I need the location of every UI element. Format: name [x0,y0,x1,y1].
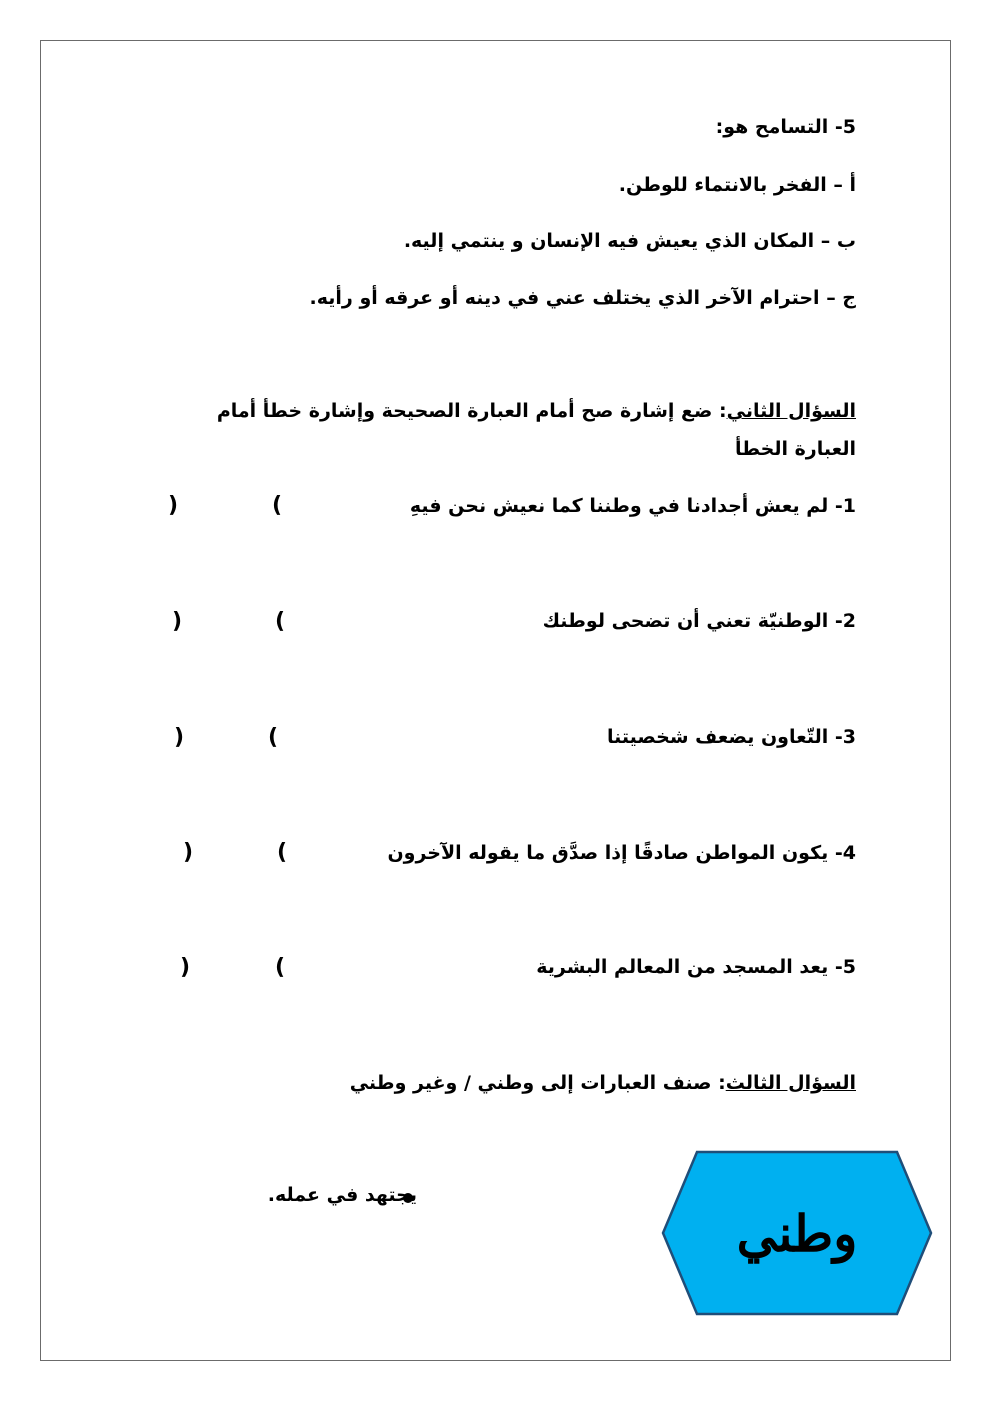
category-hexagon-label: وطني [736,1203,858,1263]
q3-label: السؤال الثالث [725,1072,856,1094]
q2-statement-2: 2- الوطنيّة تعني أن تضحى لوطنك [542,610,856,632]
q1-item5-option-c: ج – احترام الآخر الذي يختلف عني في دينه أو عرقه أو رأيه. [309,287,856,309]
q2-answer-open-4: ( [277,840,288,865]
q2-label: السؤال الثاني [726,400,856,422]
q2-answer-open-2: ( [275,609,286,634]
q3-bullet-item-1: يجتهد في عمله. [267,1184,417,1206]
q2-statement-5: 5- يعد المسجد من المعالم البشرية [536,956,856,978]
q2-answer-open-5: ( [275,955,286,980]
q2-instruction: : ضع إشارة صح أمام العبارة الصحيحة وإشارة خطأ أمام العبارة الخطأ [216,400,856,460]
q2-answer-close-5: ) [180,955,191,980]
q3-header [350,1072,856,1094]
q2-statement-1: 1- لم يعش أجدادنا في وطننا كما نعيش نحن فيهِ [409,495,856,517]
q1-item5-option-a: أ – الفخر بالانتماء للوطن. [618,174,856,196]
q2-statement-3: 3- التّعاون يضعف شخصيتنا [607,726,856,748]
q2-answer-close-1: ) [168,493,179,518]
q2-answer-close-3: ) [174,725,185,750]
q2-header [166,392,856,468]
q1-item5-option-b: ب – المكان الذي يعيش فيه الإنسان و ينتمي إليه. [403,230,856,252]
q2-answer-close-2: ) [172,609,183,634]
q3-instruction: : صنف العبارات إلى وطني / وغير وطني [349,1072,726,1094]
q2-answer-close-4: ) [183,840,194,865]
q1-item5-stem: 5- التسامح هو: [715,116,856,138]
q2-answer-open-1: ( [272,493,283,518]
q2-answer-open-3: ( [268,725,279,750]
q2-statement-4: 4- يكون المواطن صادقًا إذا صدَّق ما يقوله الآخرون [387,842,856,864]
